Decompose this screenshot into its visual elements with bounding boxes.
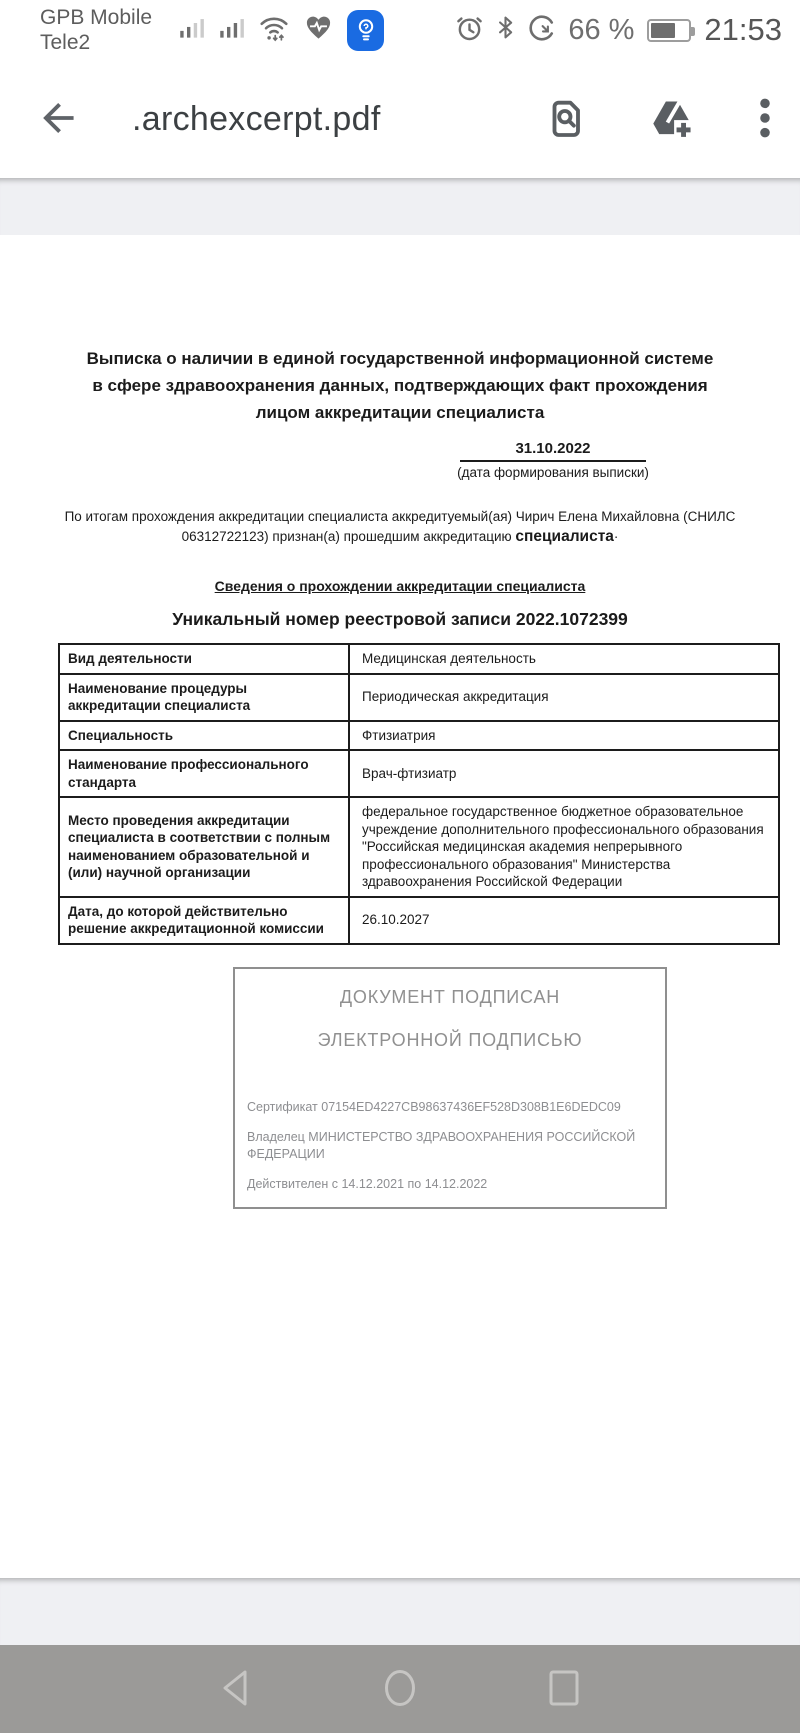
issue-date-caption: (дата формирования выписки) (457, 465, 649, 480)
signature-owner: Владелец МИНИСТЕРСТВО ЗДРАВООХРАНЕНИЯ РОССИЙСКОЙ ФЕДЕРАЦИИ (247, 1129, 636, 1161)
table-row (59, 750, 779, 797)
row-label: Наименование профессионального стандарта (59, 750, 349, 797)
section-heading: Сведения о прохождении аккредитации специалиста (214, 578, 586, 594)
carrier-label (40, 5, 152, 55)
back-arrow-icon (36, 96, 80, 143)
table-row (59, 674, 779, 721)
carrier-line1: GPB Mobile (40, 6, 153, 29)
document-title: .archexcerpt.pdf (132, 99, 381, 138)
add-to-drive-button[interactable] (650, 97, 694, 142)
table-row (59, 797, 779, 897)
flashlight-bulb-badge-icon (347, 10, 384, 51)
clock-label: 21:53 (704, 12, 782, 47)
row-label: Вид деятельности (59, 644, 349, 674)
issue-date-value: 31.10.2022 (460, 440, 646, 462)
health-heart-icon (303, 13, 334, 47)
pdf-background-top (0, 178, 800, 235)
page-title: Выписка о наличии в единой государственной информационной системе в сфере здравоохранения данных, подтверждающих факт прохождения лицом аккредитации специалиста (86, 349, 714, 422)
status-bar (0, 0, 800, 60)
row-value: Периодическая аккредитация (349, 674, 779, 721)
wifi-icon (258, 13, 290, 48)
table-row (59, 897, 779, 944)
pdf-background-bottom (0, 1578, 800, 1645)
drive-add-icon (650, 97, 694, 142)
row-value: федеральное государственное бюджетное образовательное учреждение дополнительного профессионального образования "Российская медицинская академия непрерывного профессионального образования" Министерства здравоохранения Российской Федерации (349, 797, 779, 897)
more-options-button[interactable] (758, 96, 772, 143)
table-row (59, 721, 779, 751)
signal-sim2-icon (218, 14, 245, 46)
android-navigation-bar (0, 1645, 800, 1733)
row-value: Врач-фтизиатр (349, 750, 779, 797)
row-label: Дата, до которой действительно решение аккредитационной комиссии (59, 897, 349, 944)
date-block (438, 440, 668, 480)
signature-heading-line2: ЭЛЕКТРОННОЙ ПОДПИСЬЮ (317, 1029, 583, 1050)
intro-bold-word: специалиста (515, 528, 614, 545)
signature-validity: Действителен с 14.12.2021 по 14.12.2022 (247, 1176, 488, 1191)
row-label: Место проведения аккредитации специалиста в соответствии с полным наименованием образовательной и (или) научной организации (59, 797, 349, 897)
back-button[interactable] (36, 96, 80, 143)
find-in-page-icon (546, 97, 586, 142)
accreditation-table (58, 643, 780, 945)
nav-recents-square-icon (543, 1665, 585, 1714)
registry-number-line: Уникальный номер реестровой записи 2022.1072399 (172, 609, 628, 629)
nav-back-icon (215, 1665, 257, 1714)
carrier-line2: Tele2 (40, 31, 91, 54)
pdf-page[interactable] (0, 235, 800, 1578)
battery-icon (647, 19, 691, 42)
electronic-signature-stamp (233, 967, 667, 1209)
row-value: Медицинская деятельность (349, 644, 779, 674)
intro-suffix: · (613, 529, 619, 544)
row-label: Специальность (59, 721, 349, 751)
row-value: 26.10.2027 (349, 897, 779, 944)
signal-sim1-icon (178, 14, 205, 46)
find-in-document-button[interactable] (546, 97, 586, 142)
nav-home-button[interactable] (379, 1665, 421, 1714)
table-row (59, 644, 779, 674)
bluetooth-icon (493, 13, 518, 47)
nav-home-circle-icon (379, 1665, 421, 1714)
overflow-menu-icon (758, 96, 772, 143)
nav-back-button[interactable] (215, 1665, 257, 1714)
signature-heading-line1: ДОКУМЕНТ ПОДПИСАН (339, 986, 561, 1007)
signature-certificate: Сертификат 07154ED4227CB98637436EF528D308B1E6DEDC09 (247, 1099, 621, 1114)
app-bar (0, 60, 800, 178)
data-saver-icon (527, 13, 557, 48)
intro-paragraph (47, 507, 753, 547)
nav-recents-button[interactable] (543, 1665, 585, 1714)
row-label: Наименование процедуры аккредитации специалиста (59, 674, 349, 721)
battery-percent-label: 66 % (568, 13, 635, 46)
intro-text: По итогам прохождения аккредитации специалиста аккредитуемый(ая) Чирич Елена Михайловна (СНИЛС 06312722123) признан(а) прошедшим аккредитацию (64, 509, 736, 544)
alarm-icon (455, 13, 484, 47)
row-value: Фтизиатрия (349, 721, 779, 751)
